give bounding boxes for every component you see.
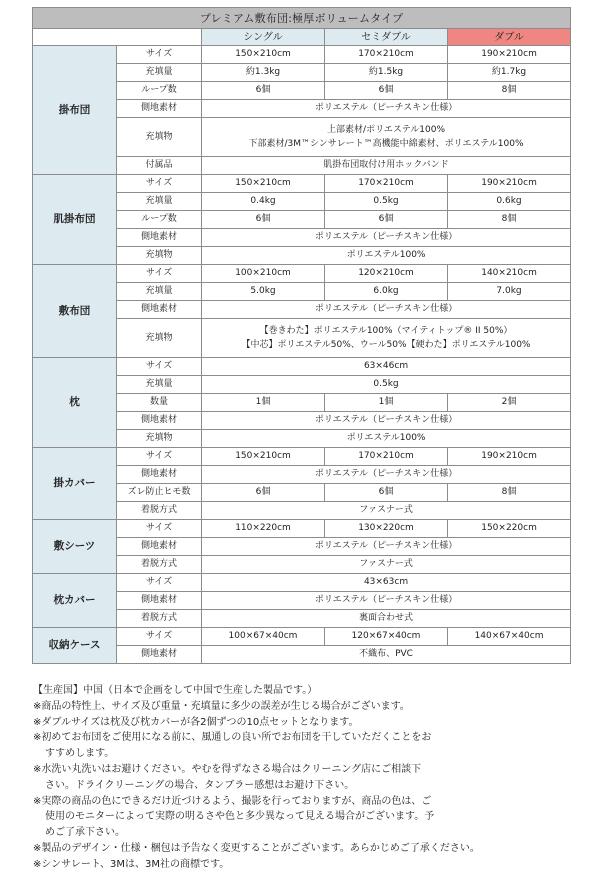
value-line: 上部素材/ポリエステル100% <box>327 125 445 135</box>
note-line: ※シンサレート、3Mは、3M社の商標です。 <box>33 858 230 870</box>
table-row <box>33 46 571 64</box>
table-row <box>33 265 571 283</box>
value-cell: 1個 <box>202 394 325 412</box>
value-cell: 140×67×40cm <box>448 628 571 646</box>
note-line: 【生産国】中国（日本で企画をして中国で生産した製品です。） <box>33 685 318 696</box>
value-cell: 150×210cm <box>202 46 325 64</box>
row-label: 数量 <box>117 394 202 412</box>
note-line: ※水洗い丸洗いはお避けください。やむを得ずなさる場合はクリーニング店にご相談下 さい。ドライクリーニングの場合、タンブラー感想はお避け下さい。 <box>33 763 422 791</box>
value-cell: 100×67×40cm <box>202 628 325 646</box>
value-cell: 裏面合わせ式 <box>202 610 571 628</box>
row-label: 充填物 <box>117 319 202 358</box>
table-row <box>33 448 571 466</box>
row-label: 側地素材 <box>117 592 202 610</box>
note-line: ※初めてお布団をご使用になる前に、風通しの良い所でお布団を干していただくことをお すすめします。 <box>33 732 432 760</box>
value-cell: ポリエステル（ピーチスキン仕様） <box>202 592 571 610</box>
value-cell: ポリエステル100% <box>202 247 571 265</box>
row-label: サイズ <box>117 265 202 283</box>
row-label: ループ数 <box>117 82 202 100</box>
row-label: 側地素材 <box>117 229 202 247</box>
header-corner <box>33 29 202 46</box>
row-label: 充填物 <box>117 247 202 265</box>
value-cell <box>202 118 571 157</box>
row-label: サイズ <box>117 358 202 376</box>
row-label: 充填量 <box>117 376 202 394</box>
row-label: サイズ <box>117 46 202 64</box>
value-cell: 不織布、PVC <box>202 646 571 664</box>
column-header-0: シングル <box>202 29 325 46</box>
value-cell: 170×210cm <box>325 175 448 193</box>
value-cell: 170×210cm <box>325 46 448 64</box>
value-cell: 2個 <box>448 394 571 412</box>
value-cell: 約1.3kg <box>202 64 325 82</box>
row-label: 側地素材 <box>117 538 202 556</box>
value-cell: 6個 <box>325 484 448 502</box>
row-label: ループ数 <box>117 211 202 229</box>
row-label: 側地素材 <box>117 466 202 484</box>
value-cell: ファスナー式 <box>202 556 571 574</box>
note-line: ※実際の商品の色にできるだけ近づけるよう、撮影を行っておりますが、商品の色は、ご 使用のモニターによって実際の明るさや色と多少異なって見える場合がございます。予 めご了承下さい。 <box>33 795 435 839</box>
value-cell: 190×210cm <box>448 46 571 64</box>
value-cell: 140×210cm <box>448 265 571 283</box>
row-label: サイズ <box>117 175 202 193</box>
row-label: 着脱方式 <box>117 556 202 574</box>
table-title: プレミアム敷布団:極厚ボリュームタイプ <box>33 8 571 29</box>
value-cell: ファスナー式 <box>202 502 571 520</box>
note-line: ※ダブルサイズは枕及び枕カバーが各2個ずつの10点セットとなります。 <box>33 716 359 728</box>
note-line: ※商品の特性上、サイズ及び重量・充填量に多少の誤差が生じる場合がございます。 <box>33 700 410 712</box>
table-row <box>33 358 571 376</box>
row-label: 側地素材 <box>117 301 202 319</box>
value-cell: ポリエステル（ピーチスキン仕様） <box>202 301 571 319</box>
row-label: 付属品 <box>117 157 202 175</box>
note-line: ※製品のデザイン・仕様・梱包は予告なく変更することがございます。あらかじめご了承ください。 <box>33 842 480 854</box>
value-cell: 6個 <box>202 484 325 502</box>
row-label: 充填物 <box>117 430 202 448</box>
value-cell: 43×63cm <box>202 574 571 592</box>
value-cell: 7.0kg <box>448 283 571 301</box>
value-cell: 120×210cm <box>325 265 448 283</box>
value-cell: 120×67×40cm <box>325 628 448 646</box>
value-cell: 110×220cm <box>202 520 325 538</box>
row-label: 着脱方式 <box>117 610 202 628</box>
value-cell: 約1.7kg <box>448 64 571 82</box>
section-label: 枕カバー <box>33 574 117 628</box>
column-header-2: ダブル <box>448 29 571 46</box>
value-cell: 5.0kg <box>202 283 325 301</box>
value-cell: 1個 <box>325 394 448 412</box>
row-label: サイズ <box>117 628 202 646</box>
value-line: 【巻きわた】ポリエステル100%（マイティトップ® II 50%） <box>259 326 513 336</box>
value-cell: 6.0kg <box>325 283 448 301</box>
row-label: 充填量 <box>117 64 202 82</box>
value-cell: ポリエステル（ピーチスキン仕様） <box>202 538 571 556</box>
row-label: 充填量 <box>117 283 202 301</box>
value-cell: ポリエステル（ピーチスキン仕様） <box>202 229 571 247</box>
row-label: 側地素材 <box>117 412 202 430</box>
table-row <box>33 574 571 592</box>
row-label: 充填物 <box>117 118 202 157</box>
value-cell: 150×210cm <box>202 175 325 193</box>
value-cell: ポリエステル（ピーチスキン仕様） <box>202 412 571 430</box>
value-cell: 150×220cm <box>448 520 571 538</box>
value-cell: 6個 <box>325 82 448 100</box>
row-label: サイズ <box>117 574 202 592</box>
value-cell: ポリエステル（ピーチスキン仕様） <box>202 100 571 118</box>
value-cell <box>202 319 571 358</box>
section-label: 枕 <box>33 358 117 448</box>
value-cell: 8個 <box>448 484 571 502</box>
value-cell: 63×46cm <box>202 358 571 376</box>
value-cell: 6個 <box>202 211 325 229</box>
value-cell: 8個 <box>448 82 571 100</box>
value-cell: 0.5kg <box>202 376 571 394</box>
row-label: ズレ防止ヒモ数 <box>117 484 202 502</box>
value-cell: 100×210cm <box>202 265 325 283</box>
section-label: 掛カバー <box>33 448 117 520</box>
value-cell: 肌掛布団取付け用ホックバンド <box>202 157 571 175</box>
value-cell: 6個 <box>325 211 448 229</box>
value-cell: 約1.5kg <box>325 64 448 82</box>
column-header-1: セミダブル <box>325 29 448 46</box>
value-cell: 0.5kg <box>325 193 448 211</box>
row-label: 側地素材 <box>117 646 202 664</box>
value-cell: 190×210cm <box>448 448 571 466</box>
table-row <box>33 520 571 538</box>
section-label: 掛布団 <box>33 46 117 175</box>
value-cell: 0.6kg <box>448 193 571 211</box>
section-label: 敷シーツ <box>33 520 117 574</box>
value-cell: 130×220cm <box>325 520 448 538</box>
section-label: 肌掛布団 <box>33 175 117 265</box>
value-line: 下部素材/3M™シンサレート™高機能中綿素材、ポリエステル100% <box>248 139 524 149</box>
table-row <box>33 175 571 193</box>
value-cell: 170×210cm <box>325 448 448 466</box>
table-row <box>33 628 571 646</box>
row-label: 充填量 <box>117 193 202 211</box>
section-label: 収納ケース <box>33 628 117 664</box>
section-label: 敷布団 <box>33 265 117 358</box>
value-cell: 8個 <box>448 211 571 229</box>
value-cell: 150×210cm <box>202 448 325 466</box>
value-cell: ポリエステル100% <box>202 430 571 448</box>
notes-block <box>33 683 578 873</box>
value-cell: 6個 <box>202 82 325 100</box>
value-line: 【中芯】ポリエステル50%、ウール50%【硬わた】ポリエステル100% <box>241 340 531 350</box>
row-label: 着脱方式 <box>117 502 202 520</box>
spec-table <box>32 7 571 664</box>
value-cell: ポリエステル（ピーチスキン仕様） <box>202 466 571 484</box>
row-label: サイズ <box>117 520 202 538</box>
value-cell: 190×210cm <box>448 175 571 193</box>
row-label: サイズ <box>117 448 202 466</box>
row-label: 側地素材 <box>117 100 202 118</box>
value-cell: 0.4kg <box>202 193 325 211</box>
